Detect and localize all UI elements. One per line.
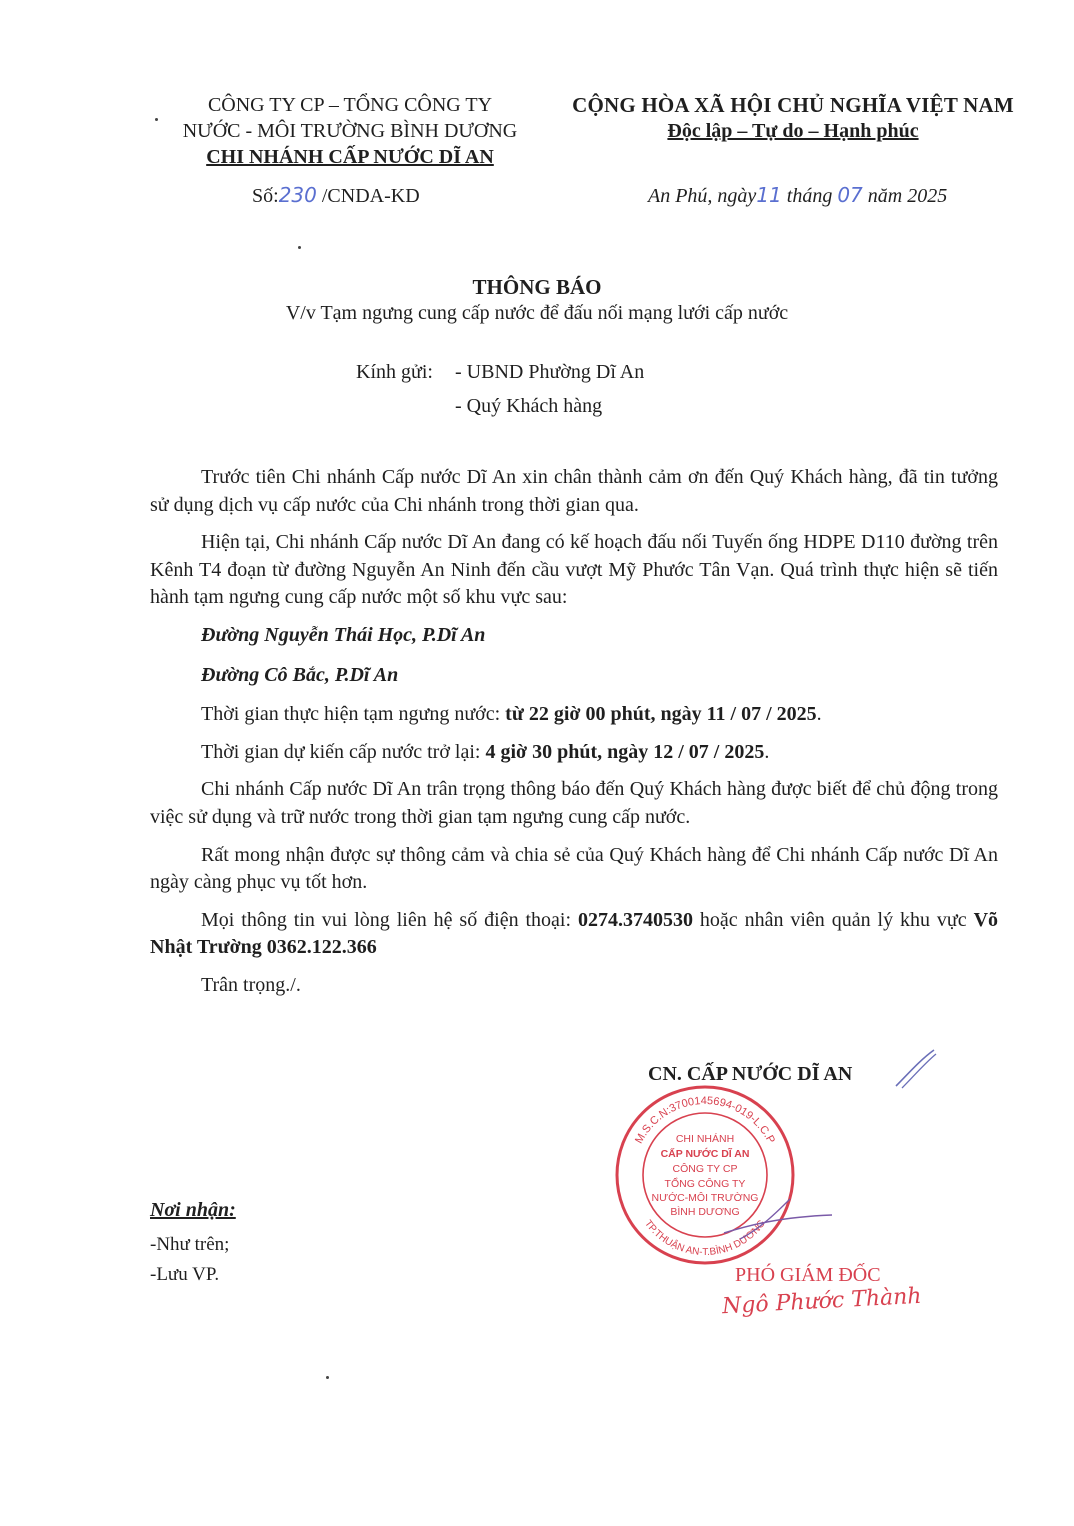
paragraph-contact: Mọi thông tin vui lòng liên hệ số điện thoại: 0274.3740530 hoặc nhân viên quản lý khu vực Võ Nhật Trường 0362.122.366 [150,908,999,959]
paragraph-sympathy: Rất mong nhận được sự thông cảm và chia sẻ của Quý Khách hàng để Chi nhánh Cấp nước Dĩ An ngày càng phục vụ tốt hơn. [150,843,998,894]
handwritten-number: 230 [278,183,317,207]
receiver-item: -Như trên; [150,1234,230,1255]
recipient-item: - Quý Khách hàng [455,395,603,417]
paragraph-plan: Hiện tại, Chi nhánh Cấp nước Dĩ An đang có kế hoạch đấu nối Tuyến ống HDPE D110 đường trên Kênh T4 đoạn từ đường Nguyễn An Ninh đến cầu vượt Mỹ Phước Tân Vạn. Quá trình thực hiện sẽ tiến hành tạm ngưng cung cấp nước một số khu vực sau: [150,531,998,609]
contact-phone: 0274.3740530 [577,908,693,931]
signature-org: CN. CẤP NƯỚC DĨ AN [648,1063,853,1085]
stop-time: Thời gian thực hiện tạm ngưng nước: từ 22 giờ 00 phút, ngày 11 / 07 / 2025. [201,703,822,726]
signature-stroke-icon [720,1195,840,1245]
receiver-item: -Lưu VP. [150,1264,220,1285]
recipients-label: Kính gửi: [356,361,433,383]
date-line: An Phú, ngày11 tháng 07 năm 2025 [648,183,948,207]
notice-body [150,464,998,1010]
scan-speck [326,1376,329,1379]
handwritten-month: 07 [837,183,863,207]
issuer-header [140,92,560,170]
signer-position: PHÓ GIÁM ĐỐC [735,1264,881,1286]
notice-subject: V/v Tạm ngưng cung cấp nước để đấu nối mạng lưới cấp nước [285,302,789,324]
stamp-ring-text: M.S.C.N:3700145694-019-L.C.P [633,1094,778,1146]
notice-title: THÔNG BÁO [472,275,602,299]
national-header [558,92,1028,144]
scan-speck [298,246,301,249]
recipient-item: - UBND Phường Dĩ An [455,361,645,383]
national-motto: Độc lập – Tự do – Hạnh phúc [667,120,919,142]
paragraph-thanks: Trước tiên Chi nhánh Cấp nước Dĩ An xin chân thành cảm ơn đến Quý Khách hàng, đã tin tưởng sử dụng dịch vụ cấp nước của Chi nhánh trong thời gian qua. [150,466,998,516]
stamp-center-line: CHI NHÁNH [675,1133,735,1145]
paragraph-notify: Chi nhánh Cấp nước Dĩ An trân trọng thông báo đến Quý Khách hàng được biết để chủ động trong việc sử dụng và trữ nước trong thời gian tạm ngưng cung cấp nước. [150,778,998,828]
stamp-center-line: CÔNG TY CP [672,1163,738,1175]
reference-number: Số:230 /CNDA-KD [252,183,420,207]
signer-name: Ngô Phước Thành [721,1283,923,1320]
issuer-line-2: NƯỚC - MÔI TRƯỜNG BÌNH DƯƠNG [182,120,518,142]
handwritten-day: 11 [756,183,782,207]
affected-area: Đường Nguyễn Thái Học, P.Dĩ An [201,623,486,646]
closing: Trân trọng./. [201,973,301,996]
national-title: CỘNG HÒA XÃ HỘI CHỦ NGHĨA VIỆT NAM [572,93,1014,117]
resume-time: Thời gian dự kiến cấp nước trở lại: 4 giờ 30 phút, ngày 12 / 07 / 2025. [201,740,770,763]
stamp-center-line: NƯỚC-MÔI TRƯỜNG [651,1192,759,1204]
stamp-bottom-text: TP.THUẬN AN-T.BÌNH DƯƠNG [642,1218,768,1258]
signature-flourish-icon [890,1046,940,1092]
stamp-center-line: TỔNG CÔNG TY [664,1178,746,1190]
affected-area: Đường Cô Bắc, P.Dĩ An [201,663,399,686]
stamp-center-line: CẤP NƯỚC DĨ AN [660,1148,750,1160]
scan-speck [155,118,158,121]
issuer-line-1: CÔNG TY CP – TỔNG CÔNG TY [207,94,493,116]
issuer-branch: CHI NHÁNH CẤP NƯỚC DĨ AN [206,146,494,168]
receivers-title: Nơi nhận: [150,1199,236,1221]
stamp-center-line: BÌNH DƯƠNG [670,1206,740,1218]
contact-person: Võ Nhật Trường 0362.122.366 [150,908,999,959]
